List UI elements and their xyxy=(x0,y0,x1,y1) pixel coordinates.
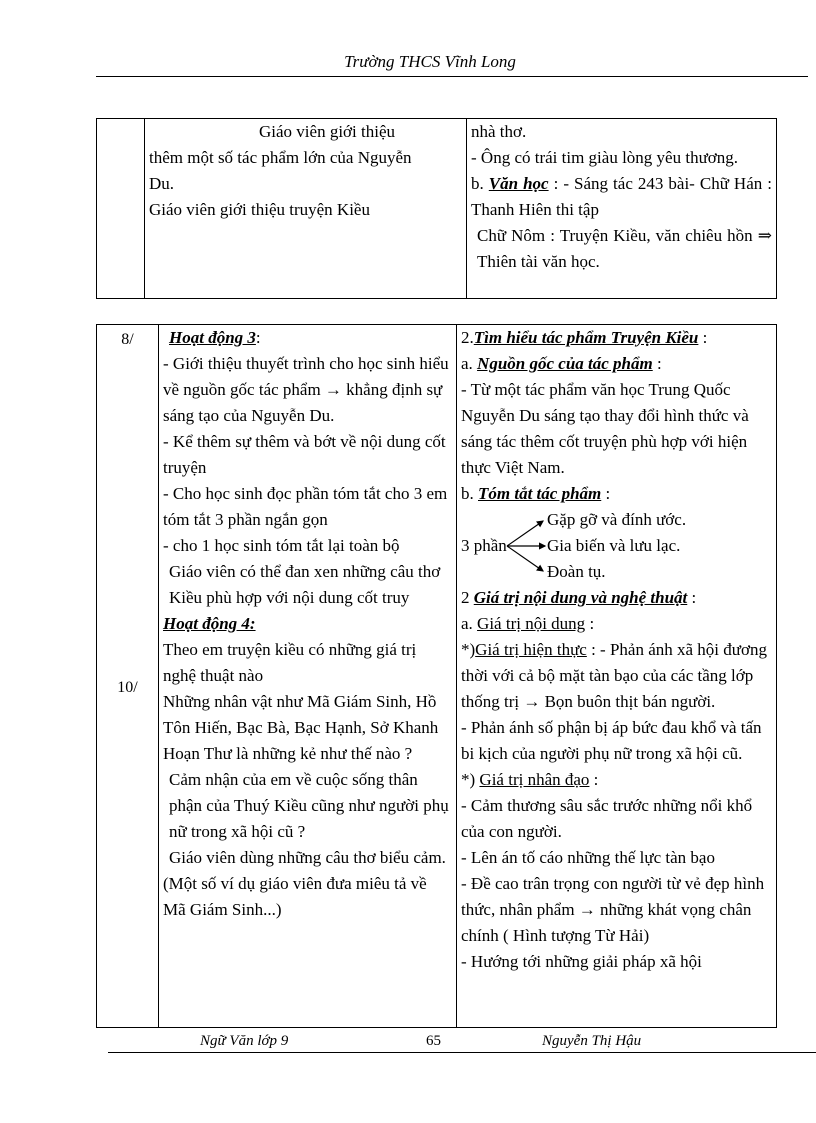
time-label: 10/ xyxy=(117,679,138,696)
colon: : xyxy=(255,328,261,347)
heading: Tìm hiểu tác phẩm Truyện Kiều xyxy=(473,328,699,347)
header-school: Trường THCS Vĩnh Long xyxy=(344,52,516,71)
van-hoc-line xyxy=(467,171,776,223)
separator: : xyxy=(548,174,564,193)
text-line: Theo em truyện kiều có những giá trị nghệ thuật nào xyxy=(163,640,417,685)
origin-heading xyxy=(457,351,776,377)
content-value-heading xyxy=(457,611,776,637)
prefix: *) xyxy=(461,640,476,659)
part-item: Gia biến và lưu lạc. xyxy=(547,536,681,555)
text-line: - Giới thiệu thuyết trình cho học sinh hiểu về nguồn gốc tác phẩm → khẳng định sự sáng tạo của Nguyễn Du. xyxy=(163,354,449,425)
text-line: Giáo viên giới thiệu xyxy=(259,122,395,141)
header-rule xyxy=(96,76,808,77)
activity-4-heading: Hoạt động 4: xyxy=(163,614,256,633)
heading: Hoạt động 3 xyxy=(169,328,256,347)
colon: : xyxy=(585,614,595,633)
text-line: - Kể thêm sự thêm và bớt về nội dung cốt truyện xyxy=(163,432,446,477)
text-line: Du. xyxy=(149,174,175,193)
part-item: Đoàn tụ. xyxy=(547,562,606,581)
teacher-activity-cell xyxy=(159,325,457,1028)
section-2-heading xyxy=(457,325,776,351)
number: 2 xyxy=(461,588,474,607)
heading: Giá trị nội dung xyxy=(477,614,586,633)
prefix: *) xyxy=(461,770,480,789)
time-label: 8/ xyxy=(121,331,134,348)
content-cell xyxy=(457,325,777,1028)
text-line: - Lên án tố cáo những thế lực tàn bạo xyxy=(461,848,715,867)
text-line: thêm một số tác phẩm lớn của Nguyễn xyxy=(149,148,412,167)
number: a. xyxy=(461,354,478,373)
part-item: Gặp gỡ và đính ước. xyxy=(547,510,687,529)
content-cell xyxy=(467,119,777,299)
heading: Giá trị nhân đạo xyxy=(479,770,590,789)
text-line: - Đề cao trân trọng con người từ vẻ đẹp hình thức, nhân phẩm → những khát vọng chân chính ( Hình tượng Từ Hải) xyxy=(461,874,765,945)
text-line: - Từ một tác phẩm văn học Trung Quốc Nguyễn Du sáng tạo thay đổi hình thức và sáng tác thêm cốt truyện phù hợp với hiện thực Việt Nam. xyxy=(461,380,749,477)
colon: : xyxy=(589,770,599,789)
text-line: nhà thơ. xyxy=(471,122,527,141)
number: b. xyxy=(461,484,478,503)
teacher-activity-cell xyxy=(145,119,467,299)
text-line: - Hướng tới những giải pháp xã hội xyxy=(461,952,702,971)
text-line: - Cho học sinh đọc phần tóm tắt cho 3 em tóm tắt 3 phần ngắn gọn xyxy=(163,484,448,529)
lesson-table-2 xyxy=(96,324,777,1028)
section-3-heading xyxy=(457,585,776,611)
lesson-table-1 xyxy=(96,118,777,299)
footer-subject: Ngữ Văn lớp 9 xyxy=(200,1033,289,1049)
footer-author: Nguyễn Thị Hậu xyxy=(542,1033,642,1049)
time-cell xyxy=(97,325,159,1028)
text-line: Chữ Nôm : Truyện Kiều, văn chiêu hồn ⇒ Thiên tài văn học. xyxy=(477,226,772,271)
text-line: Giáo viên giới thiệu truyện Kiều xyxy=(149,200,370,219)
summary-heading xyxy=(457,481,776,507)
text-line: Cảm nhận của em về cuộc sống thân phận của Thuý Kiều cũng như người phụ nữ trong xã hội cũ ? xyxy=(169,770,449,841)
label: b. xyxy=(471,174,489,193)
text-line: Giáo viên dùng những câu thơ biểu cảm. xyxy=(169,848,446,867)
text-line: Giáo viên có thể đan xen những câu thơ Kiều phù hợp với nội dung cốt truy xyxy=(169,562,441,607)
heading: Giá trị hiện thực xyxy=(475,640,587,659)
three-parts-diagram xyxy=(457,507,776,585)
heading: Tóm tắt tác phẩm xyxy=(478,484,602,503)
humanity-heading xyxy=(457,767,776,793)
heading: Nguồn gốc của tác phẩm xyxy=(477,354,653,373)
realism-paragraph xyxy=(457,637,776,715)
heading: Giá trị nội dung và nghệ thuật xyxy=(473,588,688,607)
footer-rule xyxy=(108,1052,816,1053)
footer-page-number: 65 xyxy=(426,1033,441,1049)
activity-3-heading xyxy=(159,325,456,351)
text-line: - cho 1 học sinh tóm tắt lại toàn bộ xyxy=(163,536,400,555)
text-line: - Cảm thương sâu sắc trước những nổi khổ của con người. xyxy=(461,796,753,841)
text-line: Những nhân vật như Mã Giám Sinh, Hồ Tôn Hiến, Bạc Bà, Bạc Hạnh, Sở Khanh Hoạn Thư là những kẻ như thế nào ? xyxy=(163,692,439,763)
colon: : xyxy=(698,328,708,347)
colon: : xyxy=(601,484,611,503)
text: : - Phản ánh xã hội đương thời với cả bộ mặt tàn bạo của các tầng lớp thống trị → Bọn buôn thịt bán người. xyxy=(461,640,767,711)
colon: : xyxy=(652,354,662,373)
text-line: - Ông có trái tim giàu lòng yêu thương. xyxy=(471,148,739,167)
number: 2. xyxy=(461,328,474,347)
text-line: - Phản ánh số phận bị áp bức đau khổ và tấn bi kịch của người phụ nữ trong xã hội cũ. xyxy=(461,718,762,763)
parts-label: 3 phần xyxy=(461,536,507,555)
number: a. xyxy=(461,614,478,633)
text: - Sáng tác 243 bài- Chữ Hán : Thanh Hiên thi tập xyxy=(471,174,772,219)
heading: Văn học xyxy=(488,174,549,193)
text-line: (Một số ví dụ giáo viên đưa miêu tả về Mã Giám Sinh...) xyxy=(163,874,427,919)
branch-arrows-icon xyxy=(505,511,551,581)
time-cell xyxy=(97,119,145,299)
colon: : xyxy=(687,588,697,607)
